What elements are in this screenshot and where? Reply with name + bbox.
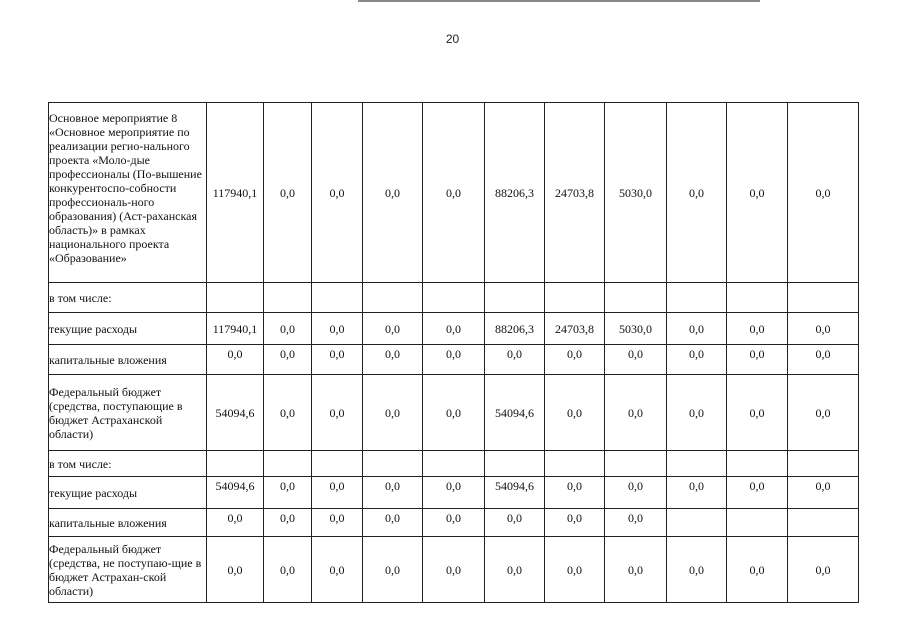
table-cell <box>727 451 788 477</box>
table-cell <box>485 283 545 313</box>
table-cell: 0,0 <box>727 103 788 283</box>
table-cell: 0,0 <box>545 375 605 451</box>
table-cell: 54094,6 <box>485 477 545 509</box>
table-row <box>49 313 859 345</box>
row-label: в том числе: <box>49 451 207 477</box>
table-cell: 0,0 <box>667 375 727 451</box>
table-cell <box>727 283 788 313</box>
table-cell: 0,0 <box>727 477 788 509</box>
table-cell <box>667 283 727 313</box>
table-cell: 0,0 <box>667 103 727 283</box>
table-cell: 0,0 <box>363 103 423 283</box>
table-row <box>49 345 859 375</box>
table-cell: 0,0 <box>423 345 485 375</box>
table-cell: 88206,3 <box>485 313 545 345</box>
table-cell <box>264 283 312 313</box>
table-cell <box>545 451 605 477</box>
table-cell <box>788 509 859 537</box>
table-row <box>49 509 859 537</box>
table-cell: 0,0 <box>363 509 423 537</box>
top-rule <box>358 0 760 2</box>
table-cell: 0,0 <box>312 103 363 283</box>
table-cell <box>207 283 264 313</box>
table-row <box>49 477 859 509</box>
table-cell: 54094,6 <box>207 375 264 451</box>
table-cell: 0,0 <box>545 477 605 509</box>
table-cell: 0,0 <box>363 375 423 451</box>
table-cell: 0,0 <box>545 345 605 375</box>
table-cell: 24703,8 <box>545 103 605 283</box>
table-cell: 0,0 <box>264 509 312 537</box>
table-cell: 0,0 <box>264 345 312 375</box>
table-cell: 0,0 <box>207 345 264 375</box>
table-cell <box>605 283 667 313</box>
table-cell: 0,0 <box>423 103 485 283</box>
table-cell: 0,0 <box>727 537 788 603</box>
table-cell: 0,0 <box>788 103 859 283</box>
table-cell: 0,0 <box>485 345 545 375</box>
table-cell <box>207 451 264 477</box>
row-label: капитальные вложения <box>49 509 207 537</box>
table-cell: 0,0 <box>363 313 423 345</box>
table-cell: 0,0 <box>727 345 788 375</box>
table-cell: 0,0 <box>605 477 667 509</box>
table-cell: 0,0 <box>207 509 264 537</box>
table-cell <box>264 451 312 477</box>
table-cell: 5030,0 <box>605 313 667 345</box>
table-cell: 0,0 <box>363 345 423 375</box>
table-row <box>49 451 859 477</box>
table-cell: 0,0 <box>605 375 667 451</box>
table-cell: 0,0 <box>264 537 312 603</box>
table-cell: 0,0 <box>423 375 485 451</box>
table-cell: 0,0 <box>788 313 859 345</box>
table-row <box>49 103 859 283</box>
table-cell <box>363 283 423 313</box>
table-cell: 0,0 <box>788 345 859 375</box>
table-cell: 0,0 <box>312 537 363 603</box>
table-cell: 0,0 <box>667 313 727 345</box>
table-cell: 0,0 <box>423 477 485 509</box>
row-label: Федеральный бюджет (средства, не поступаю-щие в бюджет Астрахан-ской области) <box>49 537 207 603</box>
table-cell: 0,0 <box>264 103 312 283</box>
table-cell <box>485 451 545 477</box>
budget-table <box>48 102 859 603</box>
row-label: текущие расходы <box>49 477 207 509</box>
table-cell <box>423 283 485 313</box>
table-cell: 0,0 <box>605 345 667 375</box>
table-cell: 0,0 <box>667 345 727 375</box>
table-cell: 0,0 <box>423 537 485 603</box>
table-cell: 0,0 <box>207 537 264 603</box>
table-cell <box>363 451 423 477</box>
table-cell: 0,0 <box>605 509 667 537</box>
table-cell: 0,0 <box>727 375 788 451</box>
table-cell: 0,0 <box>667 477 727 509</box>
page-number: 20 <box>445 32 460 46</box>
table-cell: 0,0 <box>485 509 545 537</box>
table-cell: 0,0 <box>312 509 363 537</box>
row-label: Основное мероприятие 8 «Основное мероприятие по реализации регио-нального проекта «Моло-дые профессионалы (По-вышение конкурентоспо-собности профессиональ-ного образования) (Аст-раханская область)» в рамках национального проекта «Образование» <box>49 103 207 283</box>
table-cell: 117940,1 <box>207 313 264 345</box>
table-cell: 0,0 <box>485 537 545 603</box>
table-cell: 0,0 <box>423 313 485 345</box>
table-cell: 54094,6 <box>207 477 264 509</box>
table-cell: 0,0 <box>788 477 859 509</box>
table-cell: 0,0 <box>363 477 423 509</box>
table-cell <box>788 283 859 313</box>
table-cell: 0,0 <box>264 477 312 509</box>
table-cell <box>545 283 605 313</box>
table-row <box>49 375 859 451</box>
table-cell <box>312 283 363 313</box>
table-cell: 24703,8 <box>545 313 605 345</box>
row-label: текущие расходы <box>49 313 207 345</box>
table-cell: 0,0 <box>264 313 312 345</box>
table-cell: 117940,1 <box>207 103 264 283</box>
table-cell: 0,0 <box>423 509 485 537</box>
table-cell: 0,0 <box>312 375 363 451</box>
table-cell: 88206,3 <box>485 103 545 283</box>
table-cell <box>667 509 727 537</box>
table-cell: 0,0 <box>545 537 605 603</box>
row-label: Федеральный бюджет (средства, поступающие в бюджет Астраханской области) <box>49 375 207 451</box>
row-label: капитальные вложения <box>49 345 207 375</box>
table-cell <box>605 451 667 477</box>
table-cell: 0,0 <box>312 345 363 375</box>
table-cell <box>423 451 485 477</box>
table-cell: 0,0 <box>788 537 859 603</box>
row-label: в том числе: <box>49 283 207 313</box>
table-cell: 5030,0 <box>605 103 667 283</box>
table-cell: 0,0 <box>667 537 727 603</box>
table-cell <box>667 451 727 477</box>
table-cell <box>727 509 788 537</box>
table-cell: 0,0 <box>727 313 788 345</box>
table-cell: 0,0 <box>363 537 423 603</box>
table-row <box>49 537 859 603</box>
table-cell <box>312 451 363 477</box>
table-cell: 54094,6 <box>485 375 545 451</box>
table-cell: 0,0 <box>312 313 363 345</box>
table-cell: 0,0 <box>788 375 859 451</box>
table-cell: 0,0 <box>312 477 363 509</box>
table-cell: 0,0 <box>264 375 312 451</box>
table-cell: 0,0 <box>605 537 667 603</box>
table-cell: 0,0 <box>545 509 605 537</box>
table-cell <box>788 451 859 477</box>
table-row <box>49 283 859 313</box>
